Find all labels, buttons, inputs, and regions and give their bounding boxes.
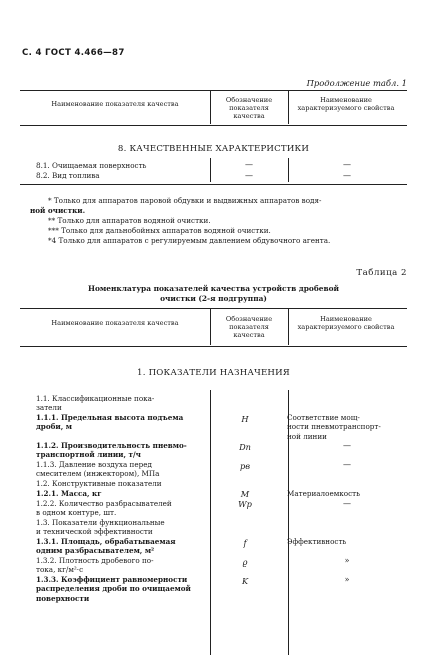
- table2-title-line1: Номенклатура показателей качества устройств дробевой: [87, 284, 340, 293]
- section8-bottom-rule: [20, 184, 407, 185]
- table1-header-rule: [20, 125, 407, 126]
- table2-body-col-divider-1: [210, 390, 211, 655]
- footnote-2: ** Только для аппаратов водяной очистки.: [48, 216, 211, 225]
- table2-row-1-3-3-property: »: [344, 575, 350, 584]
- section8-col-divider-2: [288, 158, 289, 182]
- table2-row-1-3-3: 1.3.3. Коэффициент равномерности распределения дроби по очищаемой поверхности: [36, 575, 191, 603]
- table2-row-1-1-1-property: Соответствие мощ- ности пневмотранспорт- ной линии: [287, 413, 381, 441]
- table2-row-1-1-3: 1.1.3. Давление воздуха перед смесителем (инжектором), МПа: [36, 460, 160, 479]
- table2-row-1-1-3-property: —: [343, 460, 351, 469]
- table2-row-1-1-1: 1.1.1. Предельная высота подъема дроби, м: [36, 413, 184, 432]
- table1-col-divider-1: [210, 91, 211, 124]
- table2-header-property: Наименование характеризуемого свойства: [297, 315, 395, 331]
- footnote-3: *** Только для дальнобойных аппаратов водяной очистки.: [48, 226, 271, 235]
- table2-row-1-3: 1.3. Показатели функциональные и технической эффективности: [36, 518, 165, 537]
- table2-row-1-2-1: 1.2.1. Масса, кг: [36, 489, 102, 498]
- section8-row-2: 8.2. Вид топлива: [36, 171, 100, 180]
- table1-header-name: Наименование показателя качества: [51, 100, 179, 108]
- table2-row-1-3-1: 1.3.1. Площадь, обрабатываемая одним разбрасывателем, м²: [36, 537, 176, 556]
- table2-col-divider-1: [210, 309, 211, 345]
- table2-row-1-2-2-property: —: [343, 499, 351, 508]
- table2-section-title: 1. ПОКАЗАТЕЛИ НАЗНАЧЕНИЯ: [137, 368, 290, 378]
- table2-row-1-3-1-symbol: f: [243, 538, 247, 548]
- footnote-1: * Только для аппаратов паровой обдувки и выдвижных аппаратов водя-: [48, 196, 322, 205]
- section8-row-2-property: —: [343, 171, 351, 180]
- table2-row-1-3-2-symbol: ϱ: [242, 557, 248, 567]
- footnote-1-cont: ной очистки.: [30, 206, 86, 215]
- table2-title-line2: очистки (2-я подгруппа): [160, 294, 267, 303]
- table1-header-symbol: Обозначение показателя качества: [225, 96, 273, 120]
- table1-top-rule: [20, 90, 407, 91]
- footnote-4: *4 Только для аппаратов с регулируемым давлением обдувочного агента.: [48, 236, 331, 245]
- section8-row-1-property: —: [343, 160, 351, 169]
- table2-top-rule: [20, 308, 407, 309]
- section8-col-divider-1: [210, 158, 211, 182]
- table2-row-1-1-2: 1.1.2. Производительность пневмо- транспортной линии, т/ч: [36, 441, 187, 460]
- table2-row-1-1: 1.1. Классификационные пока- затели: [36, 394, 155, 413]
- table1-header-property: Наименование характеризуемого свойства: [297, 96, 395, 112]
- table2-row-1-1-3-symbol: pв: [239, 461, 250, 471]
- table2-header-name: Наименование показателя качества: [51, 319, 179, 327]
- table2-row-1-3-3-symbol: K: [241, 576, 249, 586]
- table2-row-1-3-2: 1.3.2. Плотность дробевого по- тока, кг/м²·с: [36, 556, 154, 575]
- table2-row-1-3-1-property: Эффективность: [287, 537, 347, 546]
- table2-header-rule: [20, 346, 407, 347]
- page-header: С. 4 ГОСТ 4.466—87: [22, 48, 125, 58]
- table2-col-divider-2: [288, 309, 289, 345]
- table2-row-1-2-2: 1.2.2. Количество разбрасывателей в одном контуре, шт.: [36, 499, 172, 518]
- table-continuation-label: Продолжение табл. 1: [306, 78, 407, 88]
- section8-row-1-symbol: —: [245, 160, 253, 169]
- section8-row-1: 8.1. Очищаемая поверхность: [36, 161, 147, 170]
- table1-col-divider-2: [288, 91, 289, 124]
- table2-row-1-2-1-symbol: M: [240, 489, 250, 499]
- section8-title: 8. КАЧЕСТВЕННЫЕ ХАРАКТЕРИСТИКИ: [117, 144, 310, 154]
- table2-row-1-1-2-symbol: Dп: [239, 442, 251, 452]
- table2-row-1-3-2-property: »: [344, 556, 350, 565]
- table2-row-1-1-2-property: —: [343, 441, 351, 450]
- table2-header-symbol: Обозначение показателя качества: [225, 315, 273, 339]
- table2-label: Таблица 2: [356, 268, 407, 278]
- section8-row-2-symbol: —: [245, 171, 253, 180]
- table2-row-1-2-2-symbol: Wр: [238, 499, 252, 509]
- table2-row-1-2-1-property: Материалоемкость: [287, 489, 361, 498]
- table2-row-1-1-1-symbol: H: [241, 414, 249, 424]
- table2-row-1-2: 1.2. Конструктивные показатели: [36, 479, 162, 488]
